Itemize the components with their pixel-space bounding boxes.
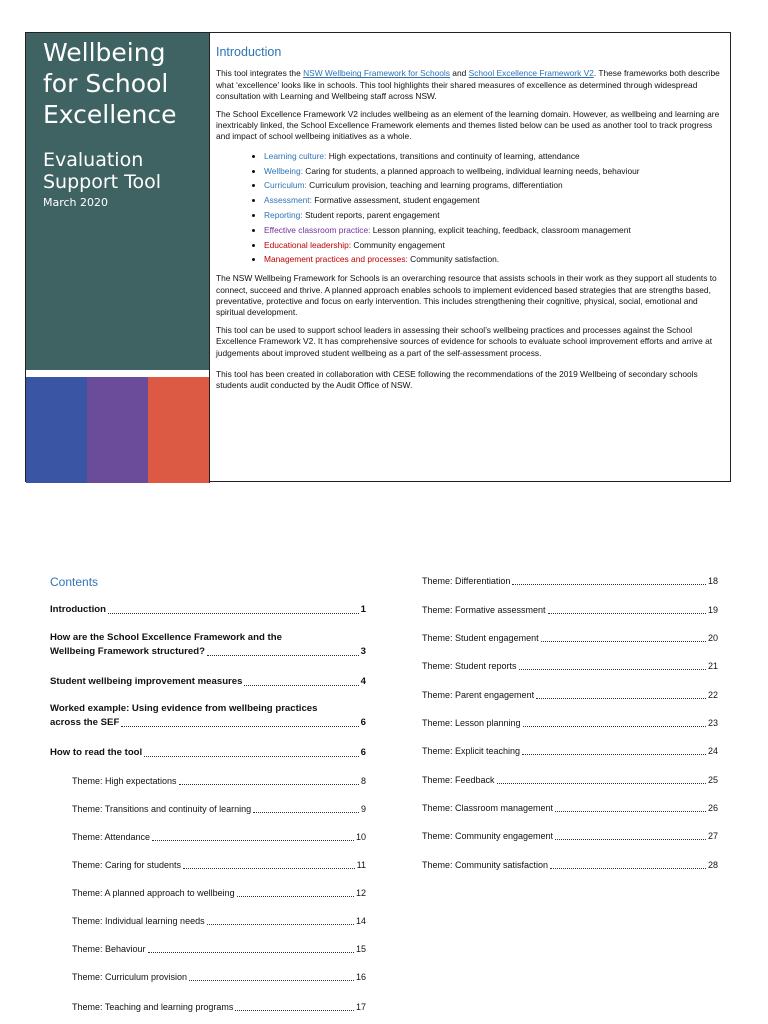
introduction-heading: Introduction	[216, 45, 282, 59]
toc-entry-label: Theme: A planned approach to wellbeing	[72, 888, 235, 898]
toc-leader-dots	[207, 655, 359, 656]
toc-entry-label: Theme: Behaviour	[72, 944, 146, 954]
framework-element-themes: Caring for students, a planned approach to wellbeing, individual learning needs, behaviour	[302, 165, 640, 176]
toc-entry-label: How are the School Excellence Framework and the	[50, 632, 282, 643]
toc-entry-label: Theme: Formative assessment	[422, 605, 546, 615]
toc-page-number: 12	[355, 888, 366, 898]
intro-paragraph-5: This tool has been created in collaboration with CESE following the recommendations of the 2019 Wellbeing of secondary schools students audit conducted by the Audit Office of NSW.	[216, 369, 698, 391]
toc-entry[interactable]	[50, 675, 366, 689]
toc-page-number: 24	[707, 746, 718, 756]
toc-leader-dots	[548, 613, 706, 614]
toc-entry-label: How to read the tool	[50, 747, 143, 758]
framework-element-themes: Student reports, parent engagement	[302, 210, 440, 221]
toc-entry[interactable]	[422, 744, 718, 758]
toc-entry[interactable]	[72, 1000, 366, 1014]
toc-entry-label: Theme: Transitions and continuity of learning	[72, 804, 252, 814]
toc-leader-dots	[523, 726, 706, 727]
toc-page-number: 20	[707, 633, 718, 643]
toc-leader-dots	[235, 1010, 354, 1011]
toc-page-number: 19	[707, 605, 718, 615]
toc-entry[interactable]	[72, 774, 366, 788]
toc-page-number: 6	[360, 717, 366, 728]
toc-entry[interactable]	[422, 716, 718, 730]
toc-entry-label: Theme: Curriculum provision	[72, 972, 188, 982]
toc-page-number: 17	[355, 1002, 366, 1012]
toc-entry-label: Theme: Parent engagement	[422, 690, 535, 700]
strip-orange	[148, 377, 209, 483]
framework-element-label: Learning culture:	[264, 150, 327, 161]
intro-paragraph-4: This tool can be used to support school leaders in assessing their school’s wellbeing practices and processes against the School Excellence Framework V2. It has comprehensive sources of evidence for schools to evaluate school improvement efforts and arrive at judgements about improved student wellbeing as a part of the self-assessment process.	[216, 324, 713, 358]
toc-entry-label: Theme: Classroom management	[422, 803, 554, 813]
intro-paragraph-3: The NSW Wellbeing Framework for Schools is an overarching resource that assists schools in their work as they support all students to connect, succeed and thrive. A planned approach enables schools to implement evidenced based strategies that are strengths based, preventative, protective and focus on early intervention. This includes strengthening their cognitive, physical, social, emotional and spiritual development.	[216, 273, 717, 318]
framework-element-themes: High expectations, transitions and continuity of learning, attendance	[326, 150, 580, 161]
framework-element-label: Reporting:	[264, 210, 303, 221]
intro-paragraph-2: The School Excellence Framework V2 includes wellbeing as an element of the learning domain. However, as wellbeing and learning are inextricably linked, the School Excellence Framework elements and themes listed below can be used as another tool to track progress and impact of school wellbeing initiatives as a whole.	[216, 108, 720, 142]
intro-text: and	[449, 68, 469, 79]
toc-page-number: 14	[355, 916, 366, 926]
intro-text: This tool integrates the	[216, 68, 304, 79]
toc-page-number: 16	[355, 972, 366, 982]
toc-page-number: 25	[707, 775, 718, 785]
framework-elements-list	[216, 149, 722, 267]
toc-entry[interactable]	[72, 914, 366, 928]
toc-leader-dots	[144, 756, 358, 757]
toc-leader-dots	[121, 726, 358, 727]
framework-element-themes: Lesson planning, explicit teaching, feedback, classroom management	[370, 224, 631, 235]
toc-leader-dots	[497, 783, 706, 784]
toc-entry[interactable]	[72, 830, 366, 844]
strip-purple	[87, 377, 148, 483]
school-excellence-framework-link[interactable]: School Excellence Framework V2	[468, 68, 594, 79]
toc-leader-dots	[152, 840, 354, 841]
toc-entry-label: Theme: Community satisfaction	[422, 860, 549, 870]
toc-leader-dots	[183, 868, 355, 869]
framework-element-themes: Community satisfaction.	[407, 254, 500, 265]
panel-divider	[209, 33, 210, 483]
toc-page-number: 3	[360, 646, 366, 657]
toc-entry-label: Theme: Individual learning needs	[72, 916, 205, 926]
toc-entry[interactable]	[422, 829, 718, 843]
toc-entry[interactable]	[422, 858, 718, 872]
toc-leader-dots	[536, 698, 706, 699]
toc-entry[interactable]	[50, 631, 366, 659]
toc-leader-dots	[541, 641, 706, 642]
toc-page-number: 4	[360, 676, 366, 687]
framework-element-item	[264, 252, 722, 267]
framework-element-label: Wellbeing:	[264, 165, 303, 176]
toc-entry-label: Theme: Teaching and learning programs	[72, 1002, 234, 1012]
contents-heading: Contents	[50, 575, 99, 589]
toc-leader-dots	[207, 924, 354, 925]
framework-element-item	[264, 164, 722, 179]
toc-page-number: 23	[707, 718, 718, 728]
toc-page-number: 8	[360, 776, 366, 786]
framework-element-item	[264, 238, 722, 253]
toc-page-number: 9	[360, 804, 366, 814]
toc-entry[interactable]	[72, 942, 366, 956]
toc-leader-dots	[550, 868, 706, 869]
framework-element-item	[264, 223, 722, 238]
framework-element-themes: Curriculum provision, teaching and learning programs, differentiation	[306, 180, 563, 191]
cover-subtitle: Evaluation Support Tool	[43, 149, 162, 193]
toc-entry[interactable]	[50, 603, 366, 617]
toc-entry[interactable]	[422, 631, 718, 645]
toc-entry-label: Theme: Attendance	[72, 832, 151, 842]
toc-entry[interactable]	[50, 702, 366, 730]
toc-leader-dots	[519, 669, 706, 670]
strip-blue	[26, 377, 87, 483]
introduction-section	[216, 47, 722, 398]
toc-entry-label: Student wellbeing improvement measures	[50, 676, 243, 687]
toc-entry-label: Wellbeing Framework structured?	[50, 646, 205, 657]
toc-page-number: 15	[355, 944, 366, 954]
color-strip	[26, 377, 209, 483]
toc-page-number: 26	[707, 803, 718, 813]
toc-entry-label: Theme: Caring for students	[72, 860, 182, 870]
framework-element-item	[264, 193, 722, 208]
toc-leader-dots	[522, 754, 706, 755]
toc-entry[interactable]	[50, 746, 366, 760]
toc-entry[interactable]	[422, 688, 718, 702]
toc-entry-label: Theme: Differentiation	[422, 576, 511, 586]
toc-leader-dots	[189, 980, 354, 981]
toc-entry[interactable]	[422, 603, 718, 617]
toc-page-number: 1	[360, 604, 366, 615]
framework-element-label: Curriculum:	[264, 180, 307, 191]
toc-leader-dots	[253, 812, 359, 813]
cover-date: March 2020	[43, 196, 109, 209]
toc-entry-label: Theme: Feedback	[422, 775, 495, 785]
toc-leader-dots	[555, 839, 706, 840]
wellbeing-framework-link[interactable]: NSW Wellbeing Framework for Schools	[303, 68, 450, 79]
framework-element-label: Management practices and processes:	[264, 254, 408, 265]
toc-leader-dots	[555, 811, 706, 812]
framework-element-label: Assessment:	[264, 195, 312, 206]
toc-page-number: 28	[707, 860, 718, 870]
cover-title-box	[26, 33, 209, 370]
framework-element-label: Effective classroom practice:	[264, 224, 371, 235]
toc-entry[interactable]	[72, 886, 366, 900]
toc-entry[interactable]	[422, 659, 718, 673]
toc-leader-dots	[108, 613, 359, 614]
toc-entry-label: Worked example: Using evidence from wellbeing practices	[50, 703, 318, 714]
toc-entry-label: Theme: Student engagement	[422, 633, 539, 643]
framework-element-item	[264, 149, 722, 164]
toc-entry-label: Introduction	[50, 604, 106, 615]
toc-entry[interactable]	[72, 802, 366, 816]
toc-entry[interactable]	[422, 773, 718, 787]
cover-title: Wellbeing for School Excellence	[43, 38, 177, 129]
toc-leader-dots	[244, 685, 358, 686]
framework-element-item	[264, 208, 722, 223]
framework-element-label: Educational leadership:	[264, 239, 352, 250]
toc-entry[interactable]	[422, 574, 718, 588]
toc-page-number: 27	[707, 831, 718, 841]
toc-page-number: 18	[707, 576, 718, 586]
cover-panel	[25, 32, 731, 482]
toc-leader-dots	[237, 896, 354, 897]
toc-entry-label: across the SEF	[50, 717, 120, 728]
toc-page-number: 10	[355, 832, 366, 842]
toc-page-number: 6	[360, 747, 366, 758]
toc-entry-label: Theme: High expectations	[72, 776, 177, 786]
toc-leader-dots	[179, 784, 359, 785]
framework-element-themes: Formative assessment, student engagement	[311, 195, 480, 206]
intro-paragraph-1	[216, 68, 722, 102]
toc-entry-label: Theme: Lesson planning	[422, 718, 521, 728]
toc-entry[interactable]	[72, 970, 366, 984]
toc-leader-dots	[512, 584, 706, 585]
toc-entry-label: Theme: Student reports	[422, 661, 517, 671]
toc-page-number: 21	[707, 661, 718, 671]
toc-entry-label: Theme: Explicit teaching	[422, 746, 521, 756]
toc-entry[interactable]	[72, 858, 366, 872]
intro-text: . These frameworks both describe what ‘excellence’ looks like in schools. This tool highlights their shared measures of excellence as determined through widespread consultation with Learning and Wellbeing staff across NSW.	[216, 68, 720, 102]
toc-leader-dots	[148, 952, 354, 953]
toc-entry[interactable]	[422, 801, 718, 815]
toc-page-number: 11	[356, 860, 366, 870]
framework-element-item	[264, 178, 722, 193]
framework-element-themes: Community engagement	[351, 239, 445, 250]
toc-entry-label: Theme: Community engagement	[422, 831, 554, 841]
toc-page-number: 22	[707, 690, 718, 700]
